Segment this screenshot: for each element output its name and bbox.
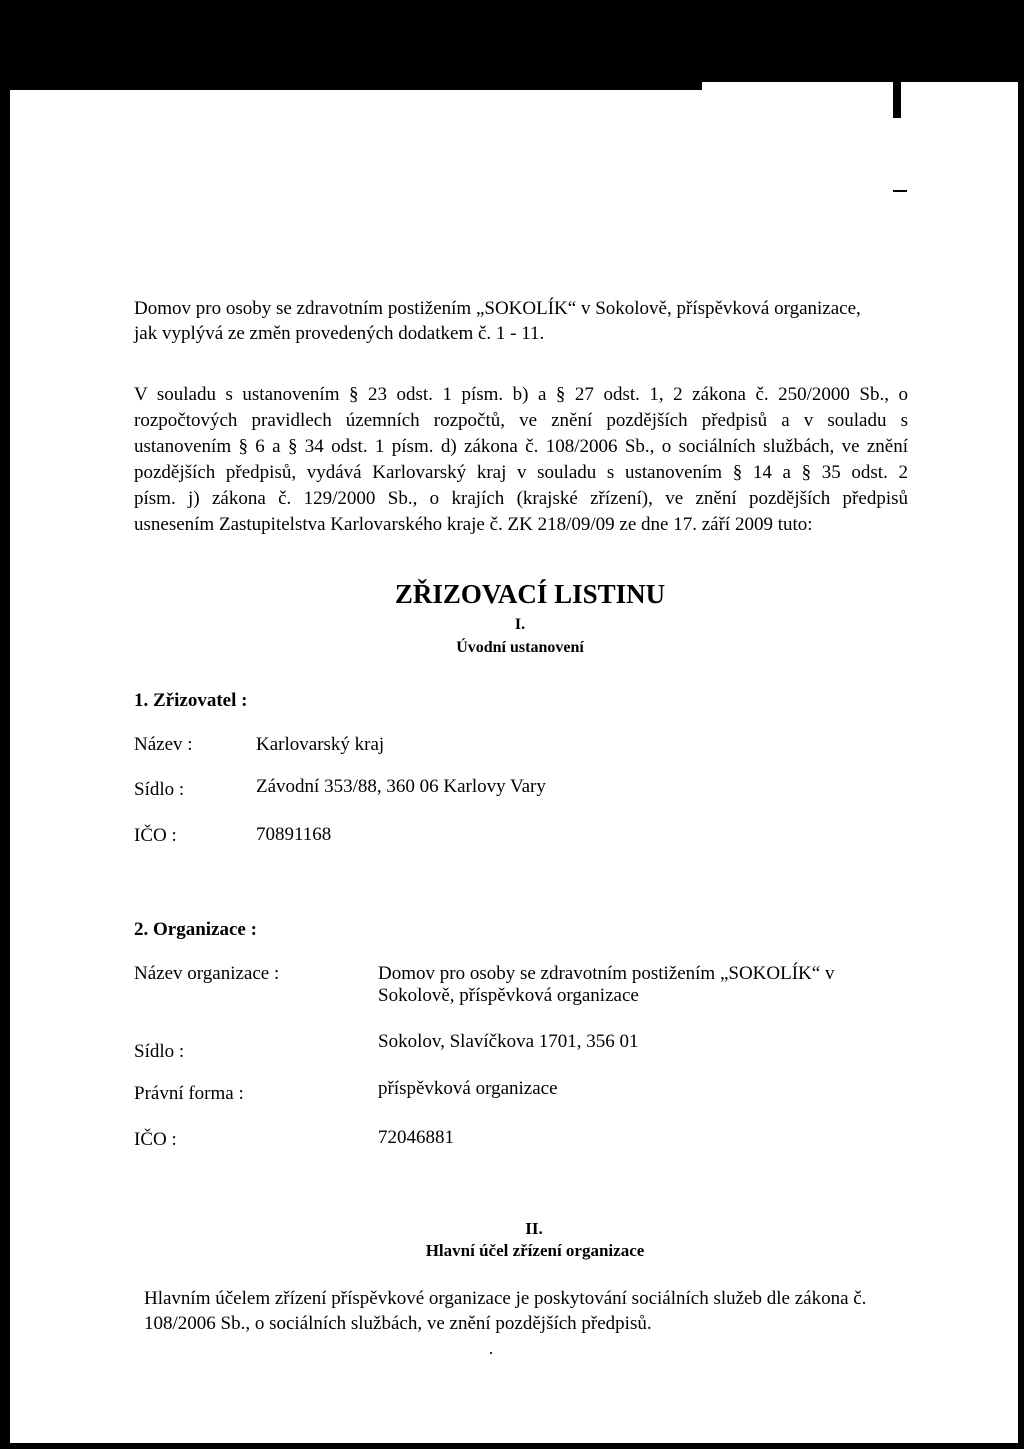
intro-line-2: jak vyplývá ze změn provedených dodatkem č. 1 - 11.	[134, 323, 545, 344]
founder-heading: 1. Zřizovatel :	[134, 690, 248, 711]
organization-seat-value: Sokolov, Slavíčkova 1701, 356 01	[378, 1031, 639, 1052]
organization-heading: 2. Organizace :	[134, 919, 257, 940]
scan-border-right	[1018, 0, 1024, 1449]
organization-name-value-line-2: Sokolově, příspěvková organizace	[378, 985, 639, 1006]
founder-name-label: Název :	[134, 734, 193, 755]
founder-seat-label: Sídlo :	[134, 779, 185, 800]
preamble-line-4: pozdějších předpisů, vydává Karlovarský kraj v souladu s ustanovením § 14 a § 35 odst. 2	[134, 462, 908, 483]
founder-ico-value: 70891168	[256, 824, 332, 845]
founder-name-value: Karlovarský kraj	[256, 734, 385, 755]
organization-ico-label: IČO :	[134, 1129, 177, 1150]
preamble-line-2: rozpočtových pravidlech územních rozpočtů, ve znění pozdějších předpisů a v souladu s	[134, 410, 908, 431]
section-1-heading: Úvodní ustanovení	[456, 639, 584, 656]
organization-name-label: Název organizace :	[134, 963, 280, 984]
preamble-line-1: V souladu s ustanovením § 23 odst. 1 písm. b) a § 27 odst. 1, 2 zákona č. 250/2000 Sb., o	[134, 384, 908, 405]
organization-ico-value: 72046881	[378, 1127, 454, 1148]
scan-dash	[893, 190, 907, 192]
organization-name-value-line-1: Domov pro osoby se zdravotním postižením „SOKOLÍK“ v	[378, 963, 835, 984]
organization-seat-label: Sídlo :	[134, 1041, 185, 1062]
founder-seat-value: Závodní 353/88, 360 06 Karlovy Vary	[256, 776, 546, 797]
document-title: ZŘIZOVACÍ LISTINU	[394, 579, 666, 609]
organization-form-value: příspěvková organizace	[378, 1078, 558, 1099]
scan-band-thin	[702, 68, 1018, 82]
preamble-line-6: usnesením Zastupitelstva Karlovarského kraje č. ZK 218/09/09 ze dne 17. září 2009 tuto:	[134, 514, 813, 535]
section-2-text-line-1: Hlavním účelem zřízení příspěvkové organizace je poskytování sociálních služeb dle zákona č.	[144, 1288, 867, 1309]
scan-border-left	[0, 0, 10, 1449]
scan-notch	[893, 82, 901, 118]
organization-form-label: Právní forma :	[134, 1083, 244, 1104]
scan-band	[10, 68, 702, 90]
section-2-numeral: II.	[525, 1219, 543, 1238]
preamble-line-5: písm. j) zákona č. 129/2000 Sb., o krajích (krajské zřízení), ve znění pozdějších předpisů	[134, 488, 908, 509]
section-2-heading: Hlavní účel zřízení organizace	[425, 1241, 645, 1260]
scan-border-bottom	[0, 1443, 1024, 1449]
founder-ico-label: IČO :	[134, 825, 177, 846]
intro-line-1: Domov pro osoby se zdravotním postižením „SOKOLÍK“ v Sokolově, příspěvková organizace,	[134, 298, 861, 319]
scan-dot	[490, 1352, 492, 1354]
section-2-text-line-2: 108/2006 Sb., o sociálních službách, ve znění pozdějších předpisů.	[144, 1313, 652, 1334]
scan-border-top	[0, 0, 1024, 68]
section-1-numeral: I.	[514, 616, 526, 633]
preamble-line-3: ustanovením § 6 a § 34 odst. 1 písm. d) zákona č. 108/2006 Sb., o sociálních službách, ve znění	[134, 436, 908, 457]
preamble-paragraph	[134, 382, 908, 538]
